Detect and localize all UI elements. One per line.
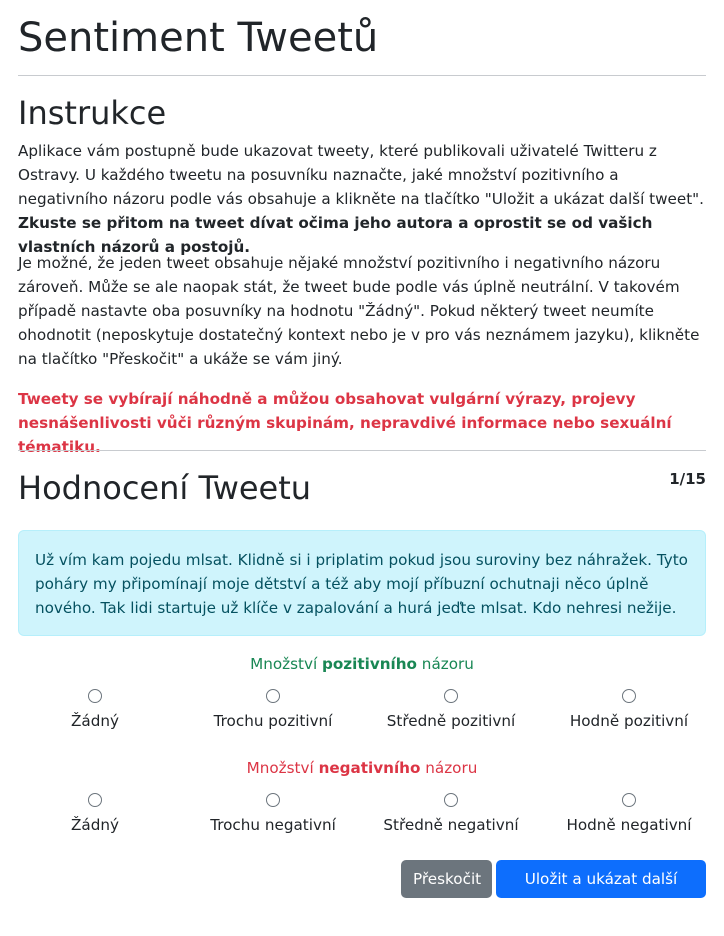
- radio-button[interactable]: [88, 793, 102, 807]
- divider: [18, 75, 706, 76]
- instructions-paragraph-1: [18, 139, 708, 259]
- divider: [18, 450, 706, 451]
- positive-option-medium[interactable]: Středně pozitivní: [361, 689, 541, 732]
- page-title: Sentiment Tweetů: [18, 15, 379, 61]
- negative-option-none[interactable]: Žádný: [5, 793, 185, 836]
- negative-option-slight[interactable]: Trochu negativní: [183, 793, 363, 836]
- negative-scale-label: Množství negativního názoru: [246, 759, 478, 777]
- radio-button[interactable]: [266, 689, 280, 703]
- positive-option-high[interactable]: Hodně pozitivní: [539, 689, 719, 732]
- radio-button[interactable]: [266, 793, 280, 807]
- tweet-counter: 1/15: [669, 470, 706, 488]
- positive-option-none[interactable]: Žádný: [5, 689, 185, 732]
- instructions-paragraph-2: Je možné, že jeden tweet obsahuje nějaké množství pozitivního i negativního názoru zároveň. Může se ale naopak stát, že tweet bude podle vás úplně neutrální. V takovém případě nastavte oba posuvníky na hodnotu "Žádný". Pokud některý tweet neumíte ohodnotit (neposkytuje dostatečný kontext nebo je v pro vás neznámem jazyku), klikněte na tlačítko "Přeskočit" a ukáže se vám jiný.: [18, 254, 700, 368]
- negative-option-medium[interactable]: Středně negativní: [361, 793, 541, 836]
- content-warning: Tweety se vybírají náhodně a můžou obsahovat vulgární výrazy, projevy nesnášenlivosti vůči různým skupinám, nepravdivé informace nebo sexuální tématiku.: [18, 390, 672, 456]
- radio-button[interactable]: [622, 793, 636, 807]
- instructions-emphasis: Zkuste se přitom na tweet dívat očima jeho autora a oprostit se od vašich vlastních názorů a postojů.: [18, 214, 653, 256]
- positive-options: [18, 689, 706, 739]
- radio-button[interactable]: [88, 689, 102, 703]
- radio-button[interactable]: [444, 689, 458, 703]
- instructions-heading: Instrukce: [18, 94, 167, 132]
- rating-heading: Hodnocení Tweetu: [18, 469, 312, 507]
- radio-button[interactable]: [622, 689, 636, 703]
- positive-scale-label: Množství pozitivního názoru: [250, 655, 474, 673]
- radio-button[interactable]: [444, 793, 458, 807]
- skip-button[interactable]: Přeskočit: [401, 860, 492, 898]
- negative-options: [18, 793, 706, 843]
- positive-option-slight[interactable]: Trochu pozitivní: [183, 689, 363, 732]
- instructions-text: Aplikace vám postupně bude ukazovat tweety, které publikovali uživatelé Twitteru z Ostravy. U každého tweetu na posuvníku naznačte, jaké množství pozitivního a negativního názoru podle vás obsahuje a klikněte na tlačítko "Uložit a ukázat další tweet".: [18, 142, 704, 208]
- negative-option-high[interactable]: Hodně negativní: [539, 793, 719, 836]
- tweet-text-box: Už vím kam pojedu mlsat. Klidně si i priplatim pokud jsou suroviny bez náhražek. Tyto poháry my připomínají moje dětství a též aby mojí příbuzní ochutnaji něco úplně nového. Tak lidi startuje už klíče v zapalování a hurá jeďte mlsat. Kdo nehresi nežije.: [18, 530, 706, 636]
- save-next-button[interactable]: Uložit a ukázat další tweet: [496, 860, 706, 898]
